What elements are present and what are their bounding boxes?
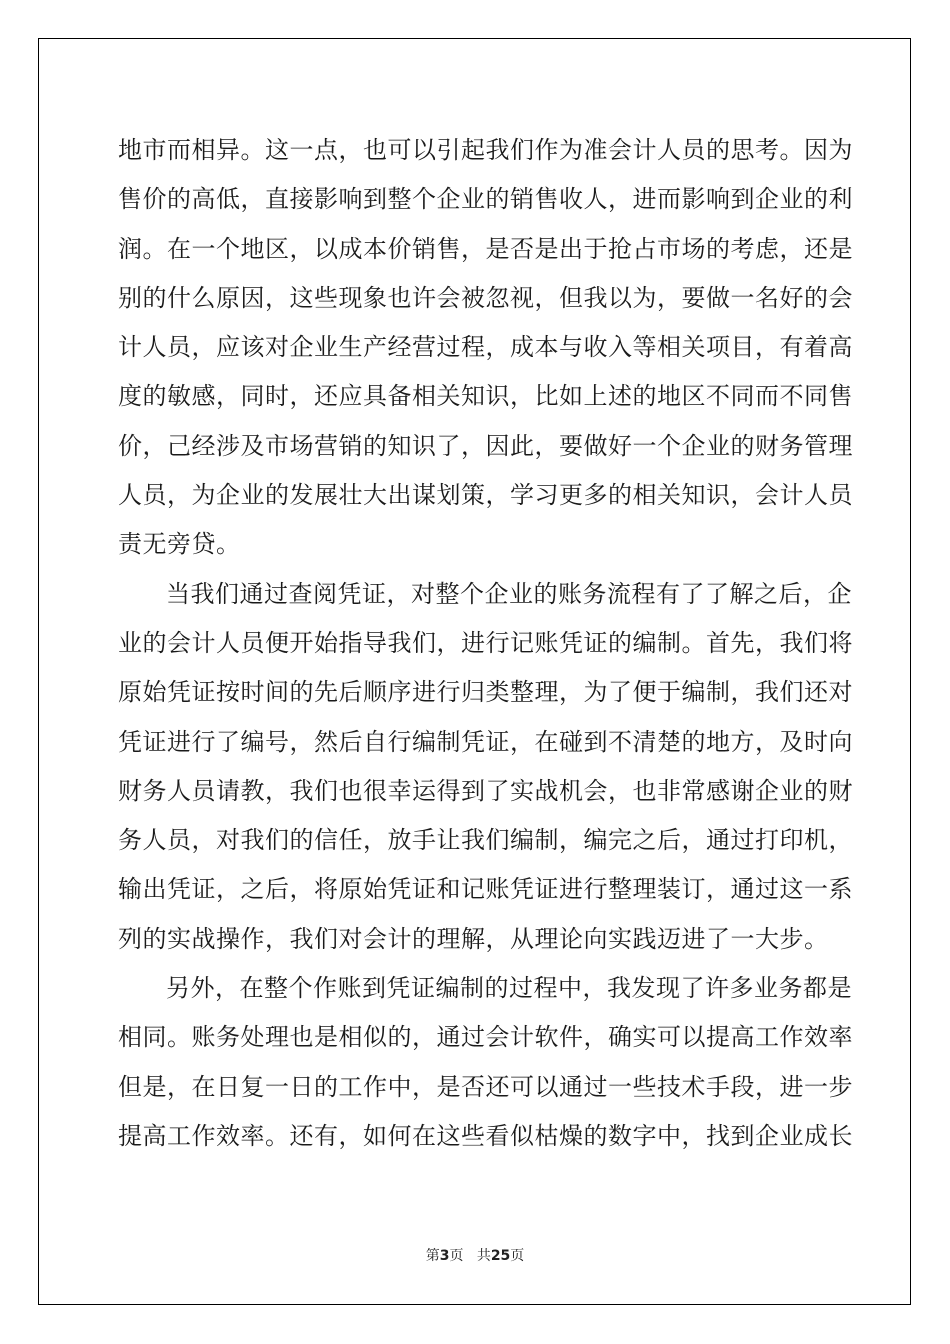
page-number: 3	[439, 1248, 450, 1264]
text-line: 人员，为企业的发展壮大出谋划策，学习更多的相关知识，会计人员	[118, 481, 853, 510]
text-line: 度的敏感，同时，还应具备相关知识，比如上述的地区不同而不同售	[118, 382, 853, 411]
total-pages: 25	[490, 1248, 511, 1264]
text-line: 原始凭证按时间的先后顺序进行归类整理，为了便于编制，我们还对	[118, 678, 853, 707]
text-line: 凭证进行了编号，然后自行编制凭证，在碰到不清楚的地方，及时向	[118, 727, 853, 756]
text-line: 地市而相异。这一点，也可以引起我们作为准会计人员的思考。因为	[118, 136, 853, 164]
page-suffix: 页	[449, 1248, 464, 1264]
text-line: 售价的高低，直接影响到整个企业的销售收人，进而影响到企业的利	[118, 185, 853, 214]
text-line: 责无旁贷。	[118, 530, 241, 559]
text-line: 润。在一个地区，以成本价销售，是否是出于抢占市场的考虑，还是	[118, 234, 853, 263]
text-line: 财务人员请教，我们也很幸运得到了实战机会，也非常感谢企业的财	[118, 776, 853, 805]
text-line: 列的实战操作，我们对会计的理解，从理论向实践迈进了一大步。	[118, 924, 829, 953]
text-line: 输出凭证，之后，将原始凭证和记账凭证进行整理装订，通过这一系	[118, 875, 853, 904]
text-line: 但是，在日复一日的工作中，是否还可以通过一些技术手段，进一步	[118, 1072, 853, 1101]
text-line: 相同。账务处理也是相似的，通过会计软件，确实可以提高工作效率	[118, 1023, 853, 1052]
total-prefix: 共	[476, 1248, 491, 1264]
text-line: 务人员，对我们的信任，放手让我们编制，编完之后，通过打印机，	[118, 826, 853, 855]
paragraph-first-line: 当我们通过查阅凭证，对整个企业的账务流程有了了解之后，企	[166, 579, 852, 608]
total-suffix: 页	[510, 1248, 525, 1264]
text-line: 业的会计人员便开始指导我们，进行记账凭证的编制。首先，我们将	[118, 628, 853, 657]
paragraph-first-line: 另外，在整个作账到凭证编制的过程中，我发现了许多业务都是	[166, 974, 852, 1003]
page-footer	[0, 1245, 950, 1265]
page-prefix: 第	[425, 1248, 440, 1264]
body-text	[118, 126, 853, 1161]
text-line: 价，己经涉及市场营销的知识了，因此，要做好一个企业的财务管理	[118, 431, 853, 460]
text-line: 计人员，应该对企业生产经营过程，成本与收入等相关项目，有着高	[118, 333, 853, 362]
text-line: 别的什么原因，这些现象也许会被忽视，但我以为，要做一名好的会	[118, 283, 853, 312]
text-line: 提高工作效率。还有，如何在这些看似枯燥的数字中，找到企业成长	[118, 1121, 853, 1150]
